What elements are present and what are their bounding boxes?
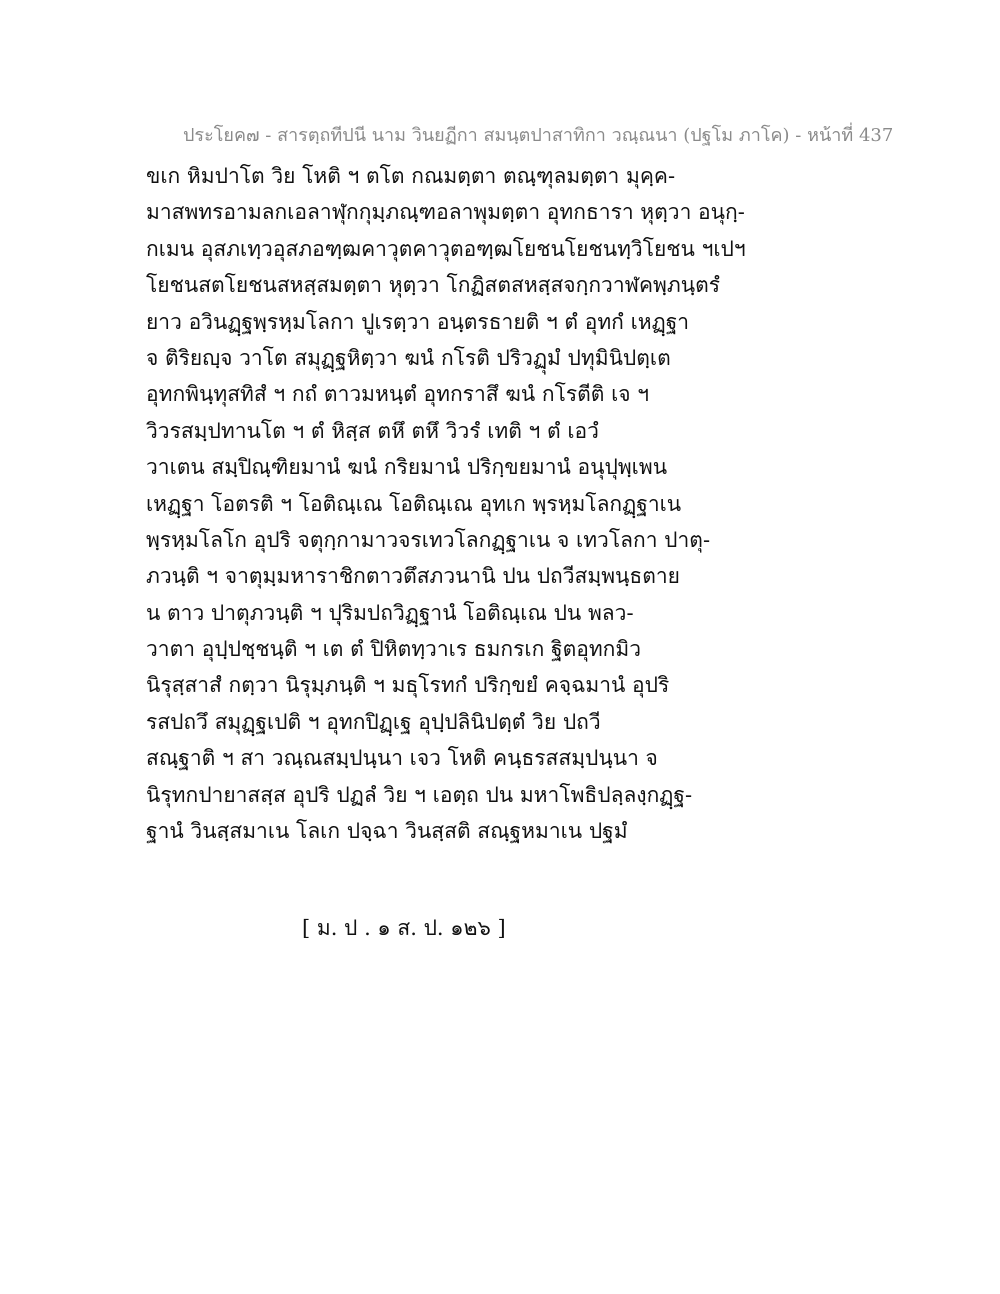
text-line: มาสพทรอามลกเอลาฬุกกุมฺภณฺฑอลาพุมตฺตา อุทกธารา หุตฺวา อนุกฺ- [146,200,745,225]
text-line: นิรุสฺสาสํ กตฺวา นิรุมฺภนฺติ ฯ มธุโรทกํ ปริกฺขยํ คจฺฉมานํ อุปริ [146,673,670,698]
text-line: ยาว อวินฏฺฐพฺรหฺมโลกา ปูเรตฺวา อนฺตรธายติ ฯ ตํ อุทกํ เหฏฺฐา [146,309,690,334]
citation-reference: [ ม. ป . ๑ ส. ป. ๑๒๖ ] [302,916,506,940]
text-line: วิวรสมฺปทานโต ฯ ตํ หิสฺส ตหึ ตหึ วิวรํ เทติ ฯ ตํ เอวํ [146,418,599,443]
text-line: พฺรหฺมโลโก อุปริ จตุกฺกามาวจรเทวโลกฏฺฐาเน จ เทวโลกา ปาตุ- [146,527,711,552]
text-line: โยชนสตโยชนสหสฺสมตฺตา หุตฺวา โกฏิสตสหสฺสจกฺกวาฬคพฺภนฺตรํ [146,273,720,298]
text-line: รสปถวึ สมุฏฺฐเปติ ฯ อุทกปิฏฺเฐ อุปฺปลินิปตฺตํ วิย ปถวี [146,709,601,734]
text-line: จ ติริยญฺจ วาโต สมุฏฺฐหิตฺวา ฆนํ กโรติ ปริวฏุมํ ปทุมินิปตฺเต [146,345,671,370]
text-line: น ตาว ปาตุภวนฺติ ฯ ปุริมปถวิฏฺฐานํ โอติณฺเณ ปน พลว- [146,600,634,625]
text-line: วาเตน สมฺปิณฺฑิยมานํ ฆนํ กริยมานํ ปริกฺขยมานํ อนุปุพฺเพน [146,455,668,480]
body-text [146,158,746,849]
text-line: สณฺฐาติ ฯ สา วณฺณสมฺปนฺนา เจว โหติ คนฺธรสสมฺปนฺนา จ [146,746,658,771]
text-line: ฐานํ วินสฺสมาเน โลเก ปจฺฉา วินสฺสติ สณฺฐหมาเน ปฐมํ [146,819,628,844]
text-line: กเมน อุสภเทฺวอุสภอฑฺฒคาวุตคาวุตอฑฺฒโยชนโยชนทฺวิโยชน ฯเปฯ [146,236,746,261]
text-line: วาตา อุปฺปชฺชนฺติ ฯ เต ตํ ปิหิตทฺวาเร ธมกรเก ฐิตอุทกมิว [146,637,642,662]
text-line: อุทกพินฺทุสทิสํ ฯ กถํ ตาวมหนฺตํ อุทกราสึ ฆนํ กโรตีติ เจ ฯ [146,382,650,407]
text-line: นิรุทกปายาสสฺส อุปริ ปฏลํ วิย ฯ เอตฺถ ปน มหาโพธิปลฺลงฺกฏฺฐ- [146,782,693,807]
text-line: ขเก หิมปาโต วิย โหติ ฯ ตโต กณมตฺตา ตณฺฑุลมตฺตา มุคฺค- [146,164,676,188]
running-header: ประโยค๗ - สารตฺถทีปนี นาม วินยฏีกา สมนฺตปาสาทิกา วณฺณนา (ปฐโม ภาโค) - หน้าที่ 437 [183,125,894,146]
text-line: ภวนฺติ ฯ จาตุมฺมหาราชิกตาวตึสภวนานิ ปน ปถวีสมฺพนฺธตาย [146,564,680,589]
text-line: เหฏฺฐา โอตรติ ฯ โอติณฺเณ โอติณฺเณ อุทเก พฺรหฺมโลกฏฺฐาเน [146,491,682,516]
